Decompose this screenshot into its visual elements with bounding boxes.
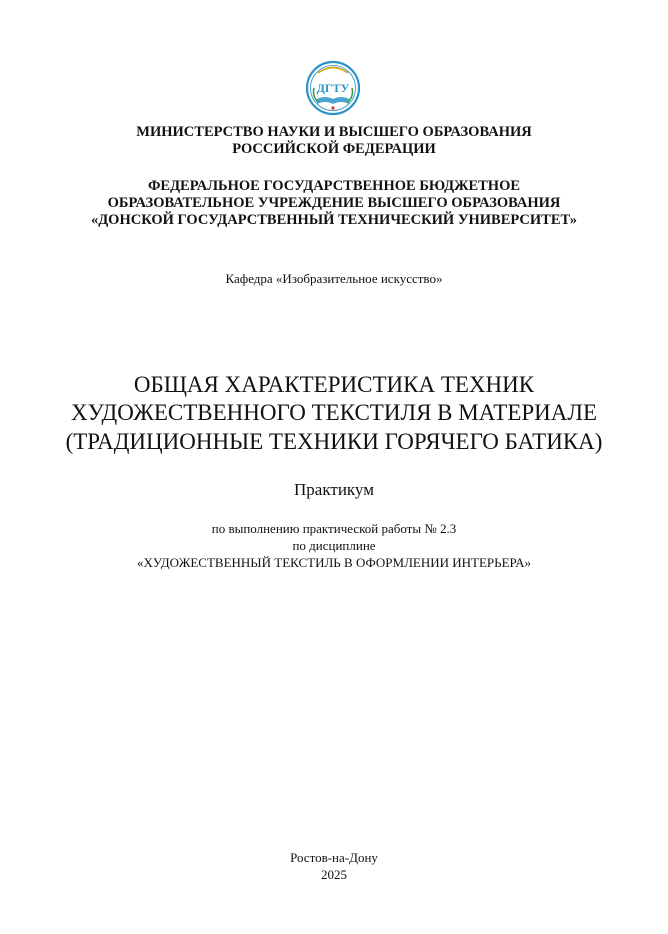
year: 2025 <box>321 867 347 882</box>
institution-line-2: ОБРАЗОВАТЕЛЬНОЕ УЧРЕЖДЕНИЕ ВЫСШЕГО ОБРАЗОВАНИЯ <box>107 195 561 211</box>
title-line-1: ОБЩАЯ ХАРАКТЕРИСТИКА ТЕХНИК <box>133 372 535 397</box>
title-line-3: (ТРАДИЦИОННЫЕ ТЕХНИКИ ГОРЯЧЕГО БАТИКА) <box>65 429 603 454</box>
institution-line-3: «ДОНСКОЙ ГОСУДАРСТВЕННЫЙ ТЕХНИЧЕСКИЙ УНИВЕРСИТЕТ» <box>90 212 578 228</box>
purpose-line-3: «ХУДОЖЕСТВЕННЫЙ ТЕКСТИЛЬ В ОФОРМЛЕНИИ ИНТЕРЬЕРА» <box>136 555 532 570</box>
document-type: Практикум <box>294 480 374 499</box>
logo-text: ДГТУ <box>316 81 350 95</box>
ministry-line-2: РОССИЙСКОЙ ФЕДЕРАЦИИ <box>232 141 436 157</box>
university-emblem-icon <box>304 58 362 118</box>
department: Кафедра «Изобразительное искусство» <box>225 271 443 286</box>
purpose-line-1: по выполнению практической работы № 2.3 <box>211 521 457 536</box>
title-line-2: ХУДОЖЕСТВЕННОГО ТЕКСТИЛЯ В МАТЕРИАЛЕ <box>70 400 598 425</box>
purpose-line-2: по дисциплине <box>292 538 376 553</box>
city: Ростов-на-Дону <box>290 850 378 865</box>
institution-line-1: ФЕДЕРАЛЬНОЕ ГОСУДАРСТВЕННОЕ БЮДЖЕТНОЕ <box>147 178 521 194</box>
ministry-line-1: МИНИСТЕРСТВО НАУКИ И ВЫСШЕГО ОБРАЗОВАНИЯ <box>136 124 532 140</box>
